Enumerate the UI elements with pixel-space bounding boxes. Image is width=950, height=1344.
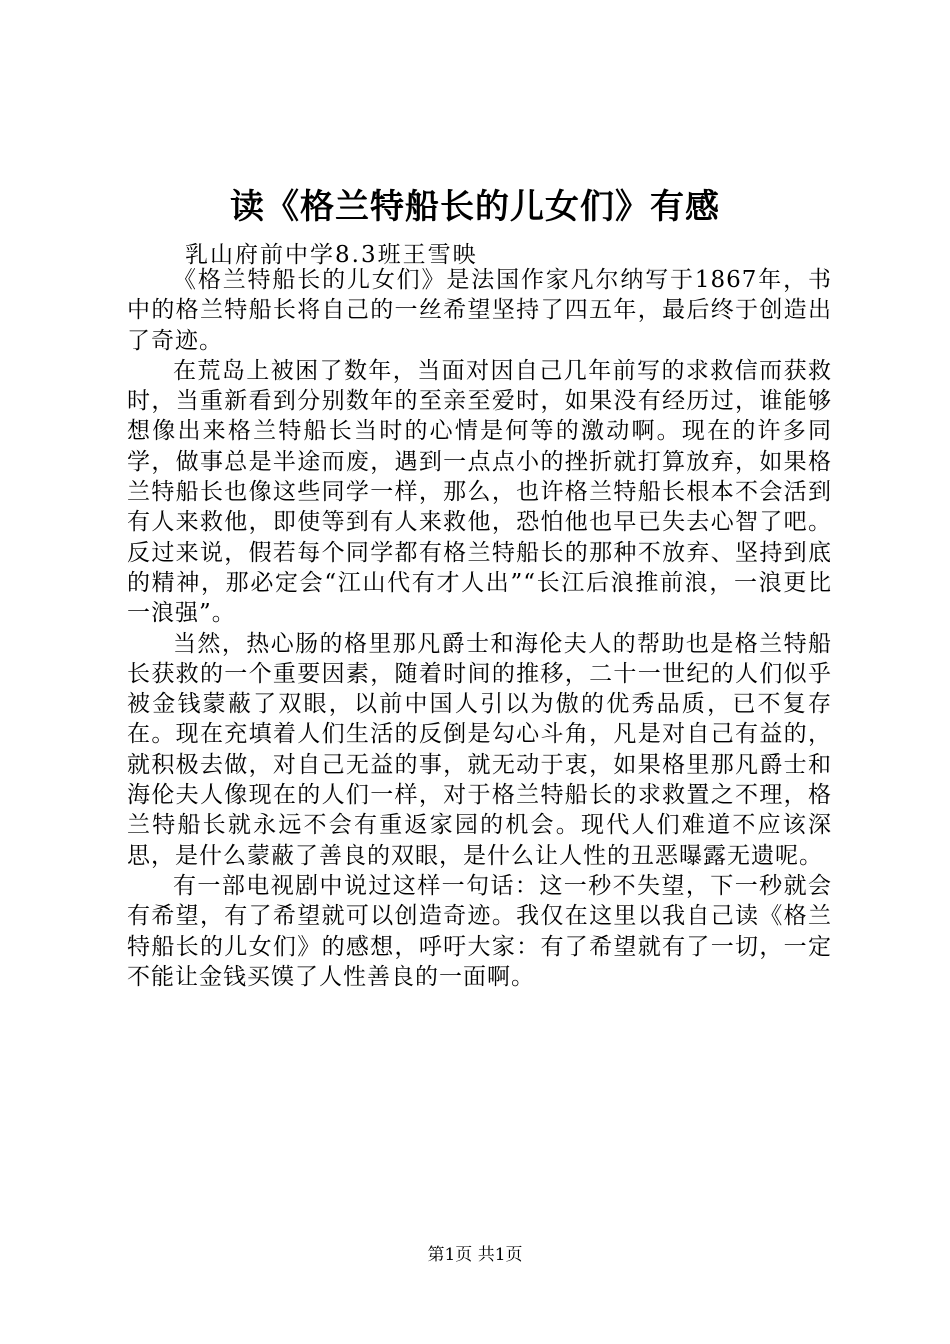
paragraph: 当然，热心肠的格里那凡爵士和海伦夫人的帮助也是格兰特船长获救的一个重要因素，随着时间的推移，二十一世纪的人们似乎被金钱蒙蔽了双眼，以前中国人引以为傲的优秀品质，已不复存在。现在充填着人们生活的反倒是勾心斗角，凡是对自己有益的，就积极去做，对自己无益的事，就无动于衷，如果格里那凡爵士和海伦夫人像现在的人们一样，对于格兰特船长的求救置之不理，格兰特船长就永远不会有重返家园的机会。现代人们难道不应该深思，是什么蒙蔽了善良的双眼，是什么让人性的丑恶曝露无遗呢。 bbox=[127, 630, 832, 869]
page-footer: 第1页 共1页 bbox=[427, 1245, 523, 1265]
author-line: 乳山府前中学8.3班王雪映 bbox=[185, 242, 478, 268]
document-title: 读《格兰特船长的儿女们》有感 bbox=[230, 187, 720, 227]
paragraph: 《格兰特船长的儿女们》是法国作家凡尔纳写于1867年，书中的格兰特船长将自己的一丝希望坚持了四五年，最后终于创造出了奇迹。 bbox=[127, 267, 832, 354]
paragraph: 有一部电视剧中说过这样一句话：这一秒不失望，下一秒就会有希望，有了希望就可以创造奇迹。我仅在这里以我自己读《格兰特船长的儿女们》的感想，呼吁大家：有了希望就有了一切，一定不能让金钱买馍了人性善良的一面啊。 bbox=[127, 872, 832, 990]
document-body bbox=[127, 265, 832, 992]
paragraph: 在荒岛上被困了数年，当面对因自己几年前写的求救信而获救时，当重新看到分别数年的至亲至爱时，如果没有经历过，谁能够想像出来格兰特船长当时的心情是何等的激动啊。现在的许多同学，做事总是半途而废，遇到一点点小的挫折就打算放弃，如果格兰特船长也像这些同学一样，那么，也许格兰特船长根本不会活到有人来救他，即使等到有人来救他，恐怕他也早已失去心智了吧。反过来说，假若每个同学都有格兰特船长的那种不放弃、坚持到底的精神，那必定会“江山代有才人出”“长江后浪推前浪，一浪更比一浪强”。 bbox=[127, 357, 832, 627]
